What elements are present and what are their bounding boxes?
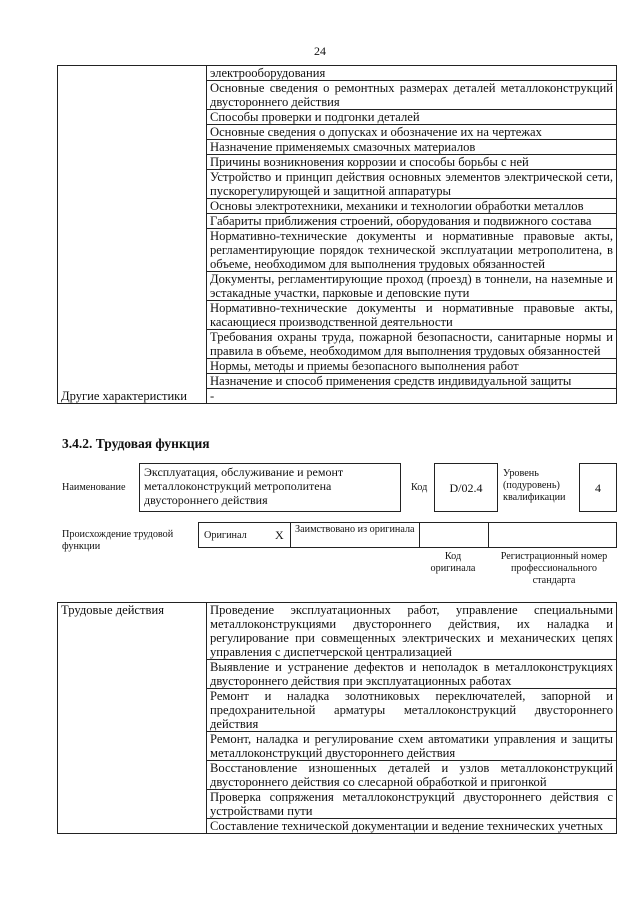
knowledge-item: Нормативно-технические документы и нормативные правовые акты, регламентирующие порядок технической эксплуатации метрополитена, в объеме, необходимом для выполнения трудовых обязанностей	[207, 229, 617, 272]
knowledge-item: Устройство и принцип действия основных элементов электрической сети, пускорегулирующей и защитной аппаратуры	[207, 170, 617, 199]
table-row	[58, 155, 617, 170]
knowledge-item: Назначение применяемых смазочных материалов	[207, 140, 617, 155]
table-row	[58, 170, 617, 199]
reg-number-caption: Регистрационный номер профессионального стандарта	[500, 551, 608, 586]
table-row	[58, 110, 617, 125]
table-row	[58, 125, 617, 140]
knowledge-item: Требования охраны труда, пожарной безопасности, санитарные нормы и правила в объеме, необходимом для выполнения трудовых обязанностей	[207, 330, 617, 359]
labor-action-item: Ремонт, наладка и регулирование схем автоматики управления и защиты металлоконструкций двустороннего действия	[207, 732, 617, 761]
table-row	[58, 214, 617, 229]
table-row	[58, 603, 617, 660]
labor-actions-table	[57, 602, 617, 834]
labor-action-item: Проведение эксплуатационных работ, управление специальными металлоконструкциями двустороннего действия, их наладка и регулирование при совмещенных электрических и механических цепях управления с диспетчерской централизацией	[207, 603, 617, 660]
row-label-cell	[58, 272, 207, 301]
row-label-cell	[58, 170, 207, 199]
code-box	[434, 463, 498, 512]
table-row	[58, 229, 617, 272]
labor-action-item: Ремонт и наладка золотниковых переключателей, запорной и предохранительной арматуры металлоконструкций двустороннего действия	[207, 689, 617, 732]
table-row	[58, 359, 617, 374]
knowledge-table	[57, 65, 617, 404]
function-name-box	[139, 463, 401, 512]
row-label-cell	[58, 66, 207, 81]
row-label-cell	[58, 330, 207, 359]
other-characteristics-value: -	[207, 389, 617, 404]
labor-action-item: Проверка сопряжения металлоконструкций двустороннего действия с устройствами пути	[207, 790, 617, 819]
knowledge-item: Основные сведения о ремонтных размерах деталей металлоконструкций двустороннего действия	[207, 81, 617, 110]
row-label-cell	[58, 81, 207, 110]
level-box	[579, 463, 617, 512]
origin-label: Происхождение трудовой функции	[62, 529, 174, 552]
row-label-cell	[58, 125, 207, 140]
row-label-cell	[58, 229, 207, 272]
labor-action-item: Восстановление изношенных деталей и узлов металлоконструкций двустороннего действия со слесарной обработкой и пригонкой	[207, 761, 617, 790]
table-row	[58, 301, 617, 330]
divider	[488, 522, 489, 548]
section-title: 3.4.2. Трудовая функция	[62, 436, 210, 451]
borrowed-label: Заимствовано из оригинала	[295, 524, 415, 535]
knowledge-item: Нормы, методы и приемы безопасного выполнения работ	[207, 359, 617, 374]
row-label-cell	[58, 214, 207, 229]
row-label-cell	[58, 110, 207, 125]
table-row	[58, 199, 617, 214]
labor-action-item: Составление технической документации и ведение технических учетных	[207, 819, 617, 834]
knowledge-item: Документы, регламентирующие проход (проезд) в тоннели, на наземные и эстакадные участки, парковые и деповские пути	[207, 272, 617, 301]
divider	[419, 522, 420, 548]
table-row	[58, 330, 617, 359]
row-label-cell	[58, 140, 207, 155]
code-value: D/02.4	[449, 480, 483, 495]
level-label: Уровень (подуровень) квалификации	[503, 468, 566, 503]
function-name: Эксплуатация, обслуживание и ремонт металлоконструкций метрополитена двустороннего действия	[144, 465, 344, 507]
knowledge-item: Способы проверки и подгонки деталей	[207, 110, 617, 125]
divider	[290, 522, 291, 548]
row-label-cell	[58, 199, 207, 214]
labor-action-item: Выявление и устранение дефектов и неполадок в металлоконструкциях двустороннего действия при эксплуатационных работах	[207, 660, 617, 689]
table-row	[58, 272, 617, 301]
table-row	[58, 140, 617, 155]
knowledge-item: Назначение и способ применения средств индивидуальной защиты	[207, 374, 617, 389]
level-value: 4	[595, 480, 601, 495]
original-mark: X	[275, 528, 284, 542]
knowledge-item: Основные сведения о допусках и обозначение их на чертежах	[207, 125, 617, 140]
original-label: Оригинал	[204, 530, 247, 541]
knowledge-item: Габариты приближения строений, оборудования и подвижного состава	[207, 214, 617, 229]
table-row	[58, 374, 617, 389]
labor-actions-label: Трудовые действия	[58, 603, 207, 834]
code-original-caption: Код оригинала	[430, 551, 476, 574]
knowledge-item: электрооборудования	[207, 66, 617, 81]
row-label-cell	[58, 374, 207, 389]
knowledge-item: Причины возникновения коррозии и способы борьбы с ней	[207, 155, 617, 170]
row-label-cell	[58, 359, 207, 374]
row-label-cell	[58, 155, 207, 170]
row-label-cell	[58, 301, 207, 330]
code-label: Код	[411, 482, 428, 493]
knowledge-item: Нормативно-технические документы и нормативные правовые акты, касающиеся производственной деятельности	[207, 301, 617, 330]
table-row	[58, 389, 617, 404]
table-row	[58, 81, 617, 110]
table-row	[58, 66, 617, 81]
knowledge-item: Основы электротехники, механики и технологии обработки металлов	[207, 199, 617, 214]
name-label: Наименование	[62, 482, 126, 493]
page-number: 24	[314, 44, 326, 58]
other-characteristics-label: Другие характеристики	[58, 389, 207, 404]
